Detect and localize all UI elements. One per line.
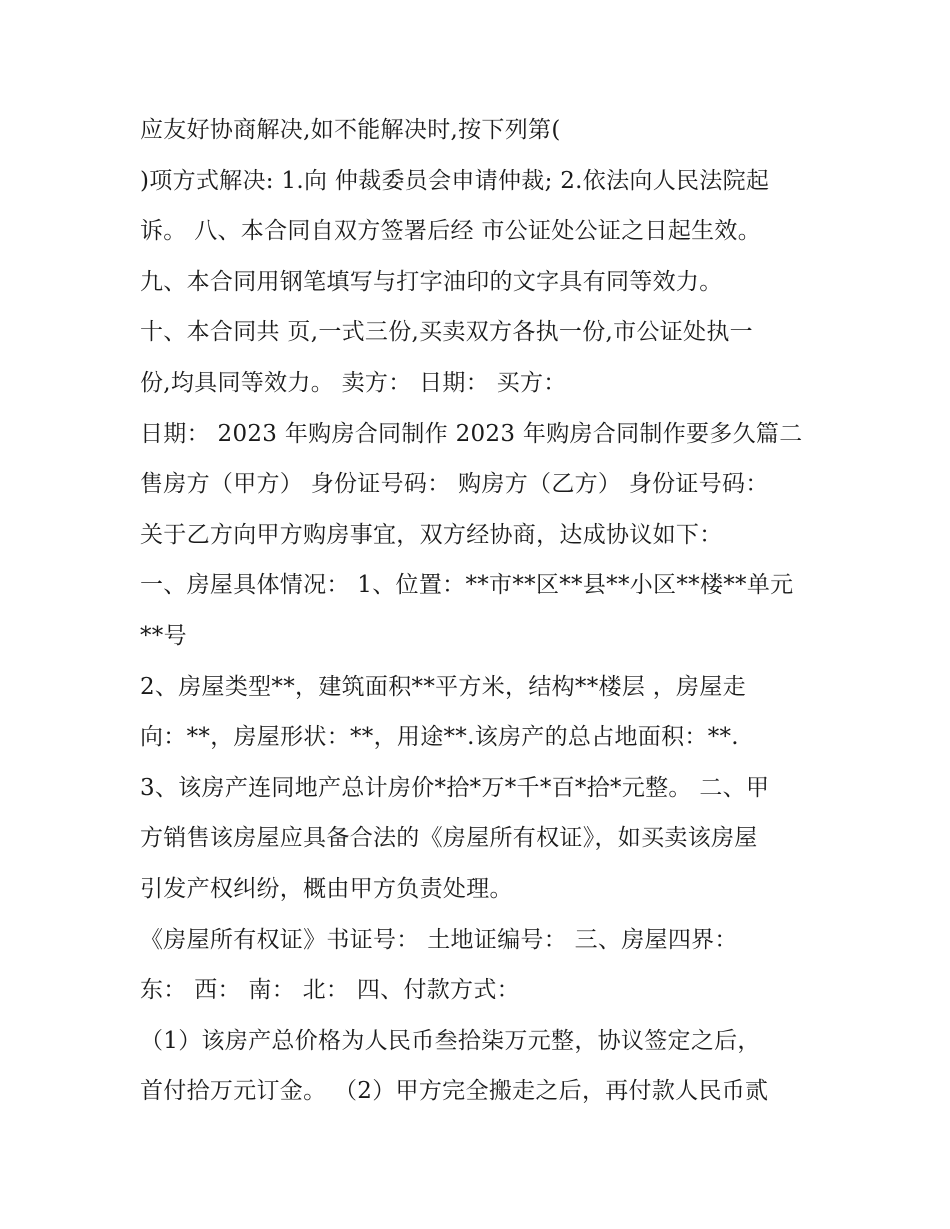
- text-line: 应友好协商解决,如不能解决时,按下列第(: [140, 117, 561, 143]
- text-line: 首付拾万元订金。 （2）甲方完全搬走之后，再付款人民币贰: [140, 1078, 769, 1105]
- text-line: （1）该房产总价格为人民币叁拾柒万元整，协议签定之后，: [140, 1027, 761, 1054]
- text-line: 份,均具同等效力。 卖方： 日期： 买方：: [140, 369, 567, 396]
- text-line: 引发产权纠纷，概由甲方负责处理。: [140, 875, 513, 902]
- text-line: 2、房屋类型**，建筑面积**平方米，结构**楼层 ，房屋走: [140, 673, 746, 700]
- text-line: 3、该房产连同地产总计房价*拾*万*千*百*拾*元整。 二、甲: [140, 774, 770, 801]
- text-line: 售房方（甲方） 身份证号码： 购房方（乙方） 身份证号码：: [140, 471, 769, 498]
- text-line: 《房屋所有权证》书证号： 土地证编号： 三、房屋四界：: [140, 926, 738, 953]
- text-line: 诉。 八、本合同自双方签署后经 市公证处公证之日起生效。: [140, 218, 762, 245]
- document-body: [140, 105, 840, 1117]
- text-line: )项方式解决: 1.向 仲裁委员会申请仲裁; 2.依法向人民法院起: [140, 167, 770, 194]
- text-line: 十、本合同共 页,一式三份,买卖双方各执一份,市公证处执一: [140, 319, 753, 346]
- text-line: 九、本合同用钢笔填写与打字油印的文字具有同等效力。: [140, 268, 723, 295]
- text-line: 关于乙方向甲方购房事宜，双方经协商，达成协议如下：: [140, 521, 723, 548]
- text-line: 向：**，房屋形状：**，用途**.该房产的总占地面积：**.: [140, 724, 739, 751]
- text-line: 一、房屋具体情况： 1、位置：**市**区**县**小区**楼**单元: [140, 572, 794, 599]
- text-line: 日期： 2023 年购房合同制作 2023 年购房合同制作要多久篇二: [140, 420, 803, 447]
- text-line: 方销售该房屋应具备合法的《房屋所有权证》，如买卖该房屋: [140, 825, 758, 852]
- text-line: **号: [140, 622, 187, 649]
- text-line: 东： 西： 南： 北： 四、付款方式：: [140, 977, 520, 1004]
